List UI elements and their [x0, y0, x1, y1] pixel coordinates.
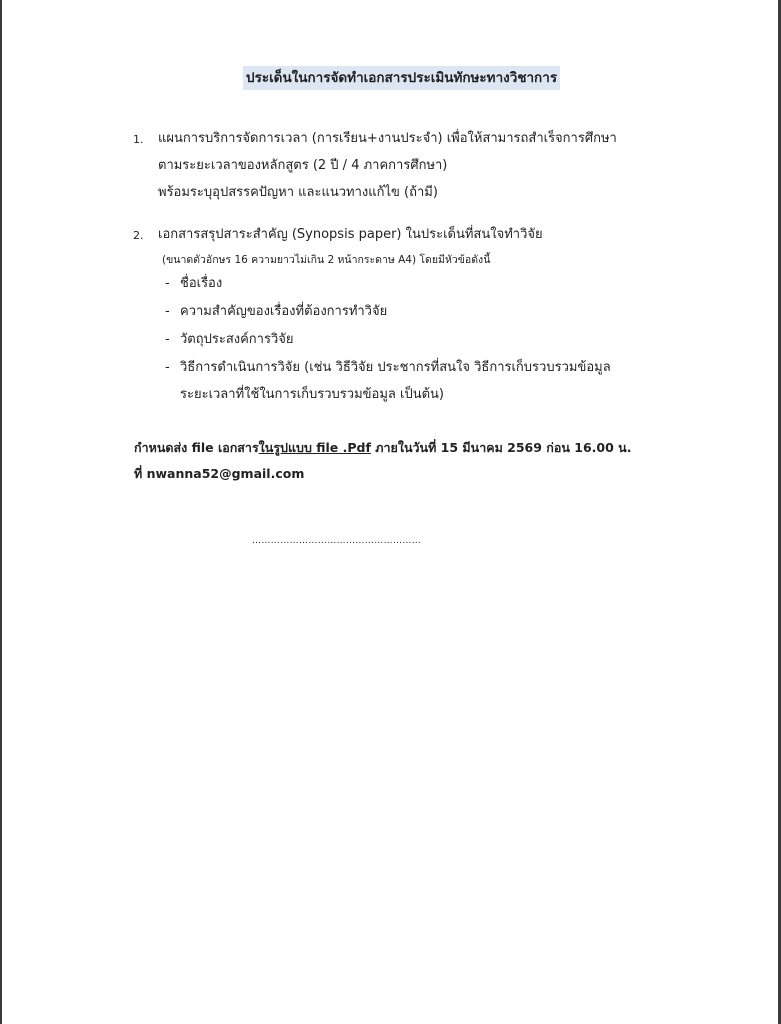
deadline-date: ภายในวันที่ 15 มีนาคม 2569 ก่อน 16.00 น.	[370, 440, 632, 455]
deadline-email-line: ที่ nwanna52@gmail.com	[134, 466, 305, 481]
deadline-prefix: กำหนดส่ง file เอกสาร	[134, 440, 259, 455]
bullet-item-3: วัตถุประสงค์การวิจัย	[180, 332, 294, 347]
deadline-line-1	[134, 438, 631, 458]
item-1-line-2: ตามระยะเวลาของหลักสูตร (2 ปี / 4 ภาคการศึกษา)	[158, 158, 448, 173]
item-1-line-3: พร้อมระบุอุปสรรคปัญหา และแนวทางแก้ไข (ถ้ามี)	[158, 185, 438, 200]
bullet-marker: -	[165, 332, 170, 347]
bullet-marker: -	[165, 360, 170, 375]
dotted-separator: ………………………………………………	[252, 536, 422, 546]
item-2-note: (ขนาดตัวอักษร 16 ความยาวไม่เกิน 2 หน้ากระดาษ A4) โดยมีหัวข้อดังนี้	[162, 254, 491, 266]
document-title: ประเด็นในการจัดทำเอกสารประเมินทักษะทางวิชาการ	[243, 66, 560, 90]
item-1-line-1: แผนการบริการจัดการเวลา (การเรียน+งานประจำ) เพื่อให้สามารถสำเร็จการศึกษา	[158, 131, 617, 146]
bullet-item-4-continuation: ระยะเวลาที่ใช้ในการเก็บรวบรวมข้อมูล เป็นต้น)	[180, 387, 444, 402]
item-1-number: 1.	[133, 133, 144, 146]
item-2-number: 2.	[133, 229, 144, 242]
page-border-left	[0, 0, 2, 1024]
bullet-item-1: ชื่อเรื่อง	[180, 276, 223, 291]
bullet-marker: -	[165, 304, 170, 319]
bullet-item-2: ความสำคัญของเรื่องที่ต้องการทำวิจัย	[180, 304, 388, 319]
deadline-format: ในรูปแบบ file .Pdf	[258, 440, 371, 455]
bullet-item-4: วิธีการดำเนินการวิจัย (เช่น วิธีวิจัย ประชากรที่สนใจ วิธีการเก็บรวบรวมข้อมูล	[180, 360, 611, 375]
bullet-marker: -	[165, 276, 170, 291]
item-2-line-1: เอกสารสรุปสาระสำคัญ (Synopsis paper) ในประเด็นที่สนใจทำวิจัย	[158, 227, 543, 242]
